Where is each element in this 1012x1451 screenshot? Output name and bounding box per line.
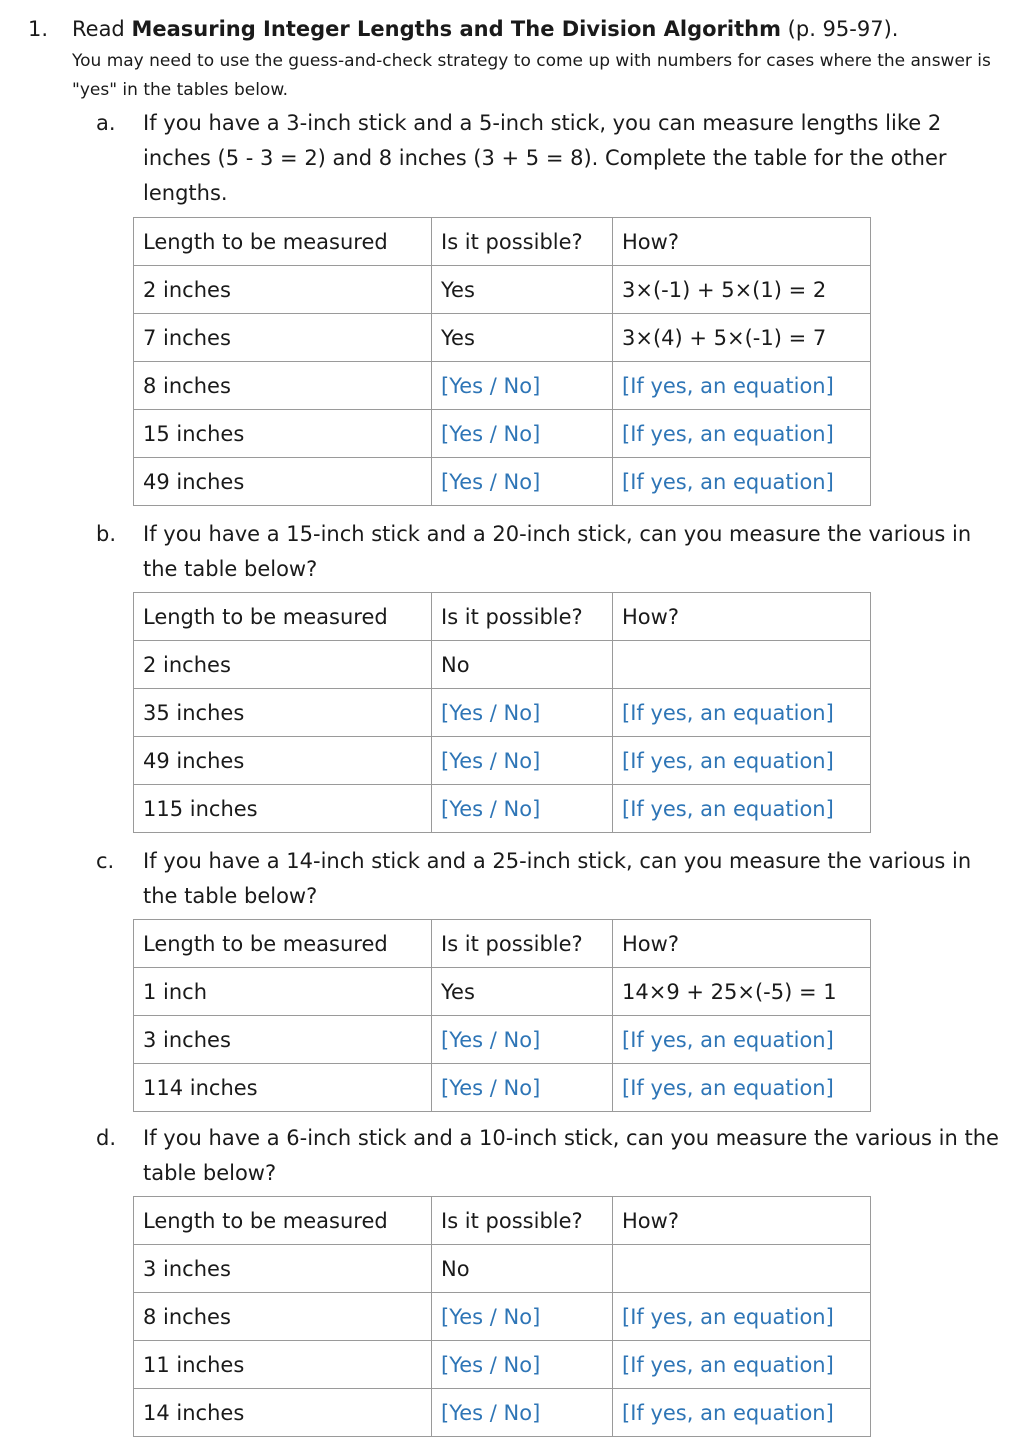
how-placeholder[interactable]: [If yes, an equation] — [613, 1389, 871, 1437]
how-placeholder[interactable]: [If yes, an equation] — [613, 362, 871, 410]
possible-placeholder[interactable]: [Yes / No] — [432, 1341, 613, 1389]
table-row — [134, 314, 871, 362]
header-how: How? — [613, 920, 871, 968]
part-d — [96, 1121, 1001, 1191]
table-header-row — [134, 1197, 871, 1245]
table-row — [134, 458, 871, 506]
part-letter: a. — [96, 111, 116, 135]
header-how: How? — [613, 593, 871, 641]
table-row — [134, 1389, 871, 1437]
page-range: (p. 95-97). — [781, 17, 899, 41]
length-cell: 2 inches — [134, 641, 432, 689]
possible-placeholder[interactable]: [Yes / No] — [432, 689, 613, 737]
possible-cell: Yes — [432, 314, 613, 362]
table-c — [133, 919, 871, 1112]
length-cell: 35 inches — [134, 689, 432, 737]
table-header-row — [134, 920, 871, 968]
length-cell: 115 inches — [134, 785, 432, 833]
part-a — [96, 106, 1001, 211]
part-letter: d. — [96, 1126, 117, 1150]
table-row — [134, 1245, 871, 1293]
header-length: Length to be measured — [134, 1197, 432, 1245]
header-length: Length to be measured — [134, 920, 432, 968]
table-row — [134, 410, 871, 458]
length-cell: 3 inches — [134, 1245, 432, 1293]
header-length: Length to be measured — [134, 218, 432, 266]
how-placeholder[interactable]: [If yes, an equation] — [613, 737, 871, 785]
table-row — [134, 362, 871, 410]
table-row — [134, 1064, 871, 1112]
how-cell: 3×(-1) + 5×(1) = 2 — [613, 266, 871, 314]
how-cell: 14×9 + 25×(-5) = 1 — [613, 968, 871, 1016]
question-number: 1. — [28, 17, 49, 41]
length-cell: 2 inches — [134, 266, 432, 314]
possible-cell: Yes — [432, 968, 613, 1016]
table-row — [134, 641, 871, 689]
table-row — [134, 1341, 871, 1389]
read-prefix: Read — [72, 17, 132, 41]
table-row — [134, 266, 871, 314]
length-cell: 14 inches — [134, 1389, 432, 1437]
how-cell: 3×(4) + 5×(-1) = 7 — [613, 314, 871, 362]
part-text: If you have a 3-inch stick and a 5-inch stick, you can measure lengths like 2 inches (5 - 3 = 2) and 8 inches (3 + 5 = 8). Complete the table for the other lengths. — [143, 111, 947, 205]
header-how: How? — [613, 1197, 871, 1245]
header-possible: Is it possible? — [432, 218, 613, 266]
table-row — [134, 689, 871, 737]
possible-cell: No — [432, 1245, 613, 1293]
possible-cell: Yes — [432, 266, 613, 314]
length-cell: 11 inches — [134, 1341, 432, 1389]
possible-placeholder[interactable]: [Yes / No] — [432, 1064, 613, 1112]
possible-placeholder[interactable]: [Yes / No] — [432, 785, 613, 833]
part-letter: c. — [96, 849, 115, 873]
header-how: How? — [613, 218, 871, 266]
length-cell: 15 inches — [134, 410, 432, 458]
table-d — [133, 1196, 871, 1437]
table-header-row — [134, 218, 871, 266]
header-possible: Is it possible? — [432, 593, 613, 641]
table-row — [134, 968, 871, 1016]
length-cell: 8 inches — [134, 362, 432, 410]
table-row — [134, 1293, 871, 1341]
how-placeholder[interactable]: [If yes, an equation] — [613, 1064, 871, 1112]
table-a — [133, 217, 871, 506]
reading-title: Measuring Integer Lengths and The Division Algorithm — [131, 17, 781, 41]
length-cell: 1 inch — [134, 968, 432, 1016]
possible-placeholder[interactable]: [Yes / No] — [432, 1293, 613, 1341]
how-placeholder[interactable]: [If yes, an equation] — [613, 1016, 871, 1064]
length-cell: 49 inches — [134, 458, 432, 506]
question-heading — [28, 14, 898, 44]
possible-placeholder[interactable]: [Yes / No] — [432, 1389, 613, 1437]
length-cell: 114 inches — [134, 1064, 432, 1112]
how-placeholder[interactable]: [If yes, an equation] — [613, 689, 871, 737]
how-placeholder[interactable]: [If yes, an equation] — [613, 1341, 871, 1389]
part-text: If you have a 15-inch stick and a 20-inch stick, can you measure the various in the table below? — [143, 522, 972, 581]
table-row — [134, 1016, 871, 1064]
table-row — [134, 737, 871, 785]
length-cell: 49 inches — [134, 737, 432, 785]
possible-cell: No — [432, 641, 613, 689]
header-length: Length to be measured — [134, 593, 432, 641]
part-letter: b. — [96, 522, 117, 546]
table-b — [133, 592, 871, 833]
how-placeholder[interactable]: [If yes, an equation] — [613, 785, 871, 833]
how-cell — [613, 641, 871, 689]
part-text: If you have a 6-inch stick and a 10-inch stick, can you measure the various in the table below? — [143, 1126, 999, 1185]
possible-placeholder[interactable]: [Yes / No] — [432, 1016, 613, 1064]
possible-placeholder[interactable]: [Yes / No] — [432, 362, 613, 410]
part-c — [96, 844, 1001, 914]
part-b — [96, 517, 1001, 587]
length-cell: 8 inches — [134, 1293, 432, 1341]
length-cell: 3 inches — [134, 1016, 432, 1064]
table-header-row — [134, 593, 871, 641]
header-possible: Is it possible? — [432, 920, 613, 968]
table-row — [134, 785, 871, 833]
how-placeholder[interactable]: [If yes, an equation] — [613, 1293, 871, 1341]
possible-placeholder[interactable]: [Yes / No] — [432, 410, 613, 458]
how-cell — [613, 1245, 871, 1293]
possible-placeholder[interactable]: [Yes / No] — [432, 737, 613, 785]
question-note: You may need to use the guess-and-check strategy to come up with numbers for cases where the answer is "yes" in the tables below. — [72, 51, 991, 100]
header-possible: Is it possible? — [432, 1197, 613, 1245]
part-text: If you have a 14-inch stick and a 25-inch stick, can you measure the various in the table below? — [143, 849, 972, 908]
how-placeholder[interactable]: [If yes, an equation] — [613, 410, 871, 458]
possible-placeholder[interactable]: [Yes / No] — [432, 458, 613, 506]
length-cell: 7 inches — [134, 314, 432, 362]
how-placeholder[interactable]: [If yes, an equation] — [613, 458, 871, 506]
